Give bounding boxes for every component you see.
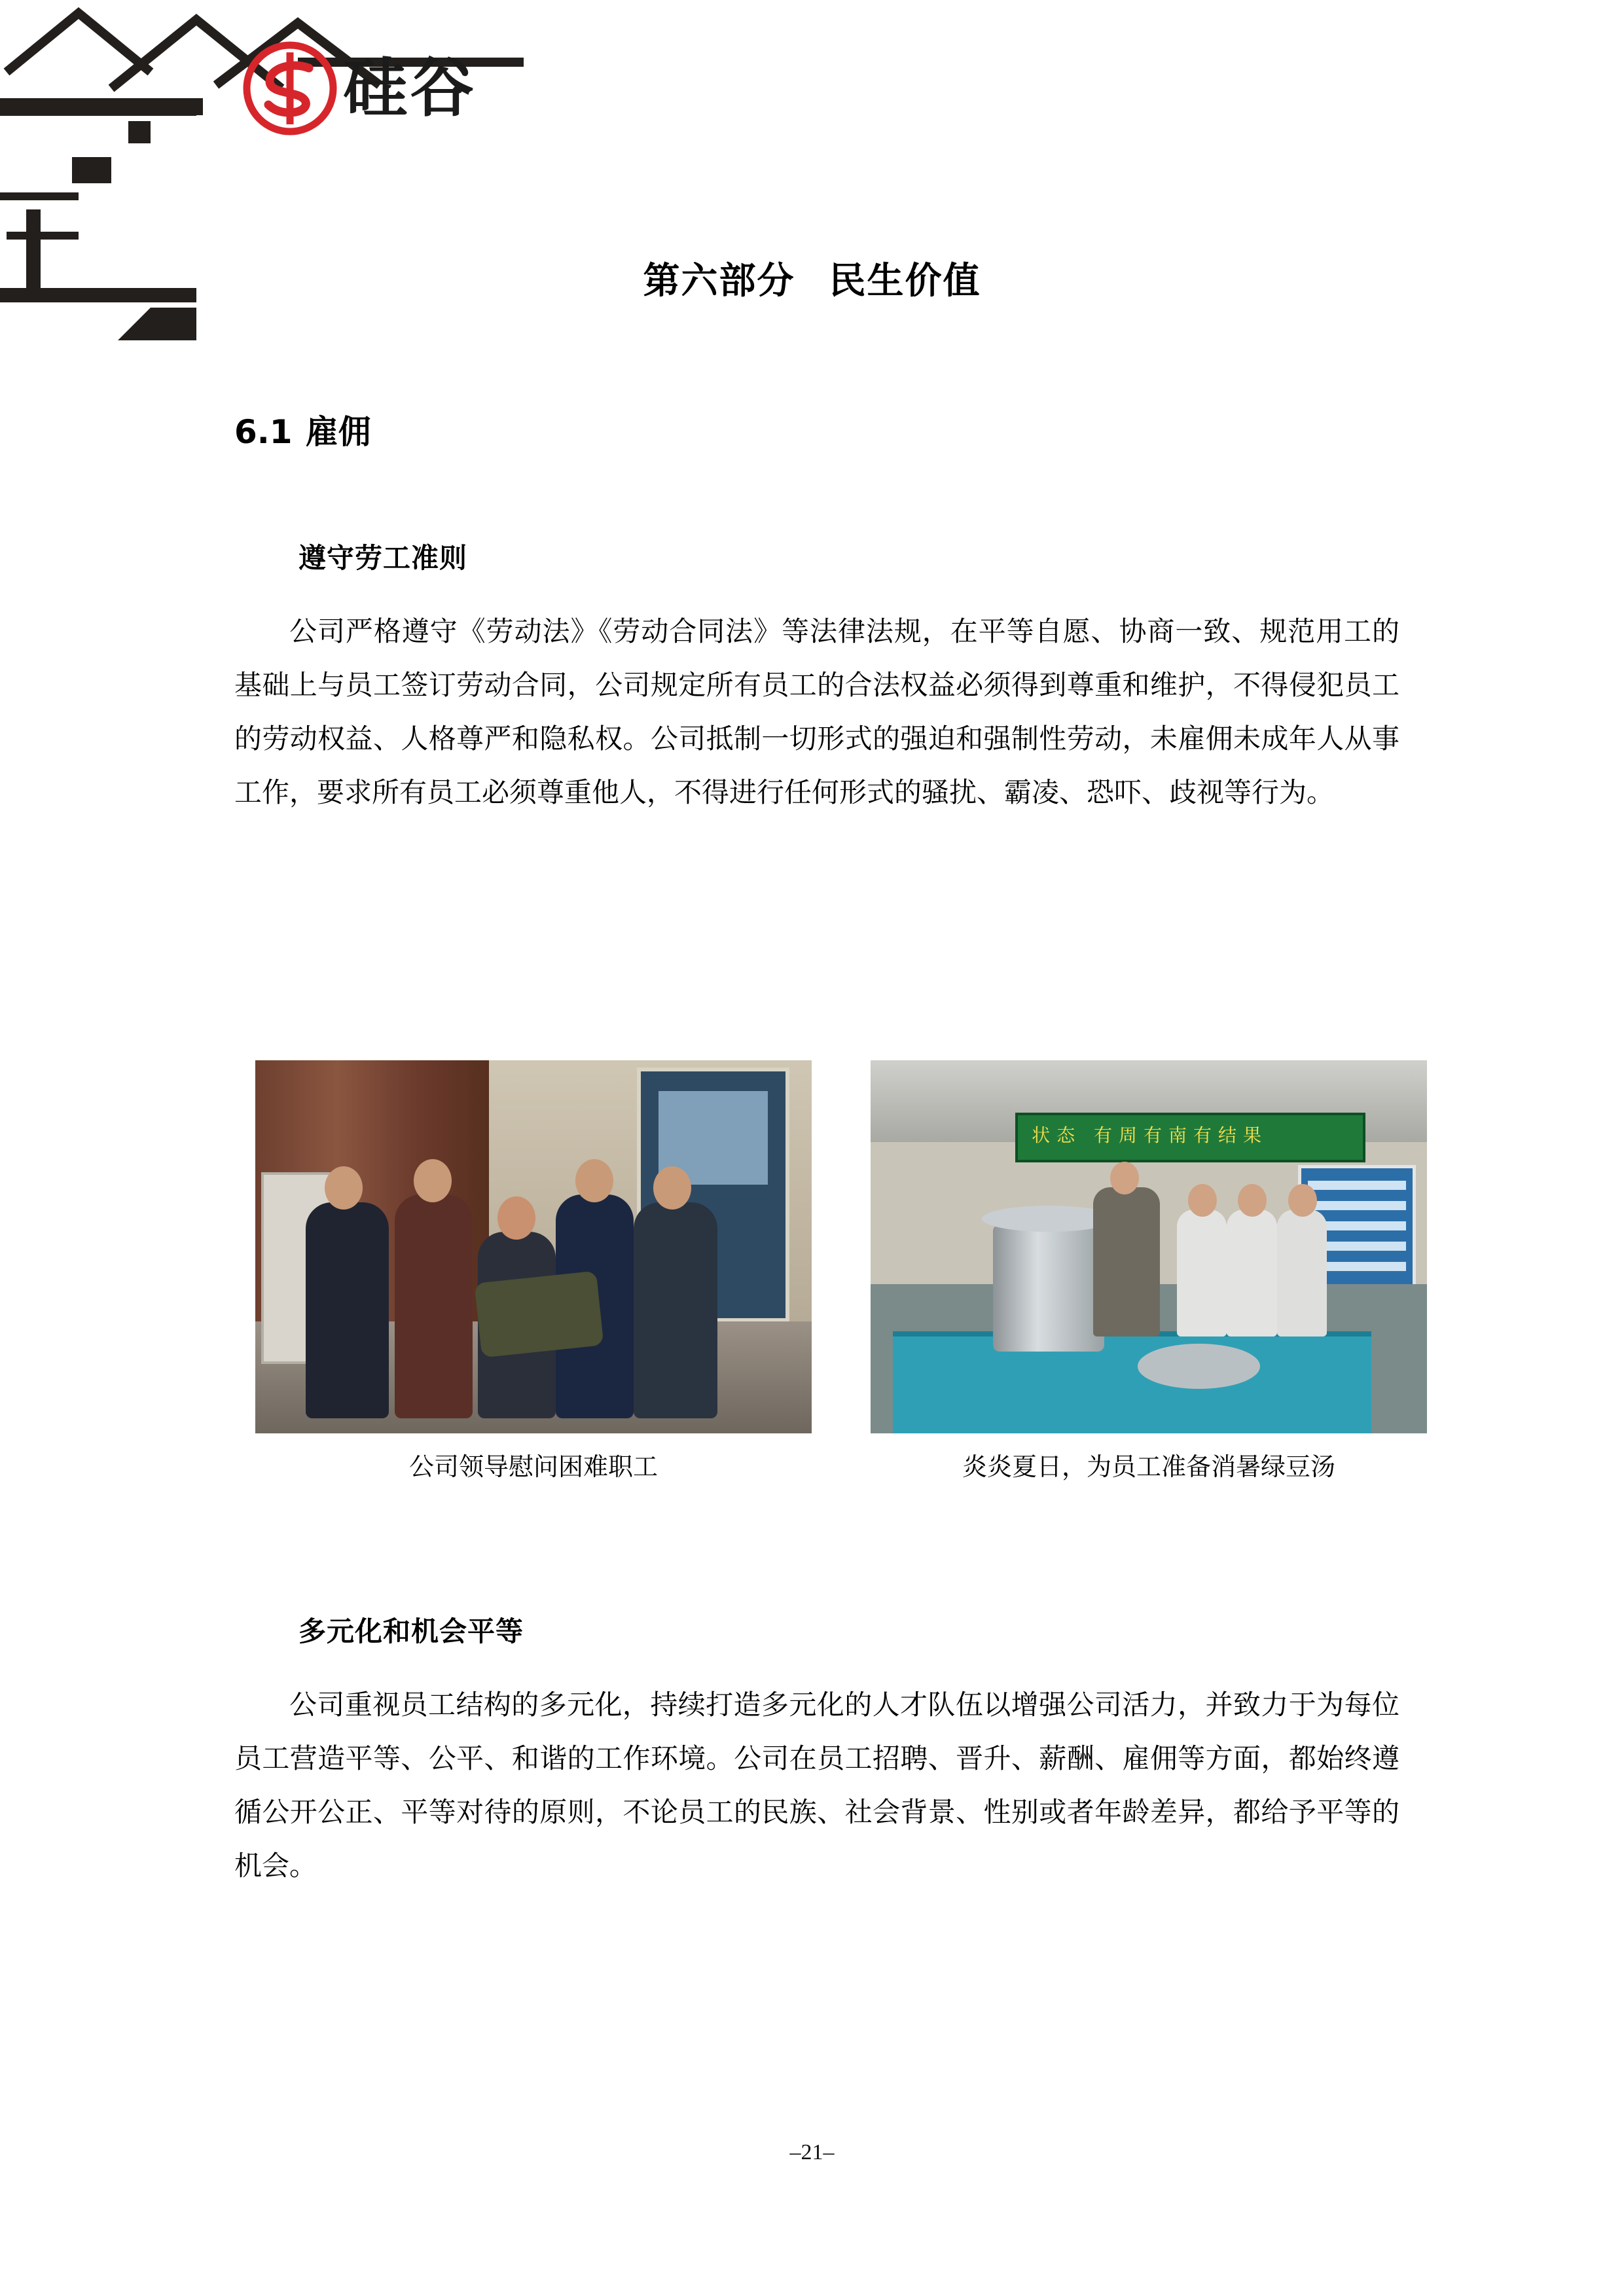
section-number: 6.1: [234, 413, 293, 451]
company-logo: [241, 29, 522, 147]
paragraph-labor-standards: 公司严格遵守《劳动法》《劳动合同法》等法律法规，在平等自愿、协商一致、规范用工的基础上与员工签订劳动合同，公司规定所有员工的合法权益必须得到尊重和维护，不得侵犯员工的劳动权益、人格尊严和隐私权。公司抵制一切形式的强迫和强制性劳动，未雇佣未成年人从事工作，要求所有员工必须尊重他人，不得进行任何形式的骚扰、霸凌、恐吓、歧视等行为。: [234, 617, 1399, 808]
page-number: –21–: [789, 2140, 835, 2164]
subheading-diversity: 多元化和机会平等: [298, 1615, 524, 1647]
figure-caption-mung-bean-soup: 炎炎夏日，为员工准备消暑绿豆汤: [962, 1454, 1335, 1481]
section-title: 雇佣: [305, 413, 371, 451]
figure-caption-visit-employees: 公司领导慰问困难职工: [408, 1454, 658, 1481]
photo-mung-bean-soup: [871, 1060, 1427, 1433]
logo-wordmark: 硅谷: [343, 51, 477, 126]
page-title: [0, 252, 1624, 304]
part-title: 第六部分: [643, 260, 795, 302]
photo-visit-employees: [255, 1060, 812, 1433]
sg-monogram-icon: [241, 39, 339, 137]
content-block-diversity: [234, 1610, 1399, 1894]
paragraph-diversity: 公司重视员工结构的多元化，持续打造多元化的人才队伍以增强公司活力，并致力于为每位员工营造平等、公平、和谐的工作环境。公司在员工招聘、晋升、薪酬、雇佣等方面，都始终遵循公开公正、平等对待的原则，不论员工的民族、社会背景、性别或者年龄差异，都给予平等的机会。: [234, 1691, 1399, 1882]
part-subject: 民生价值: [829, 260, 981, 302]
canteen-banner-text: 状态 有周有南有结果: [1032, 1124, 1268, 1147]
section-heading: [234, 406, 371, 453]
content-block-labor-standards: [234, 537, 1399, 821]
subheading-labor-standards: 遵守劳工准则: [298, 542, 468, 574]
canteen-banner: [1015, 1113, 1365, 1162]
figure-mung-bean-soup: [871, 1060, 1427, 1482]
figure-visit-employees: [255, 1060, 812, 1482]
figure-row: [255, 1060, 1427, 1482]
